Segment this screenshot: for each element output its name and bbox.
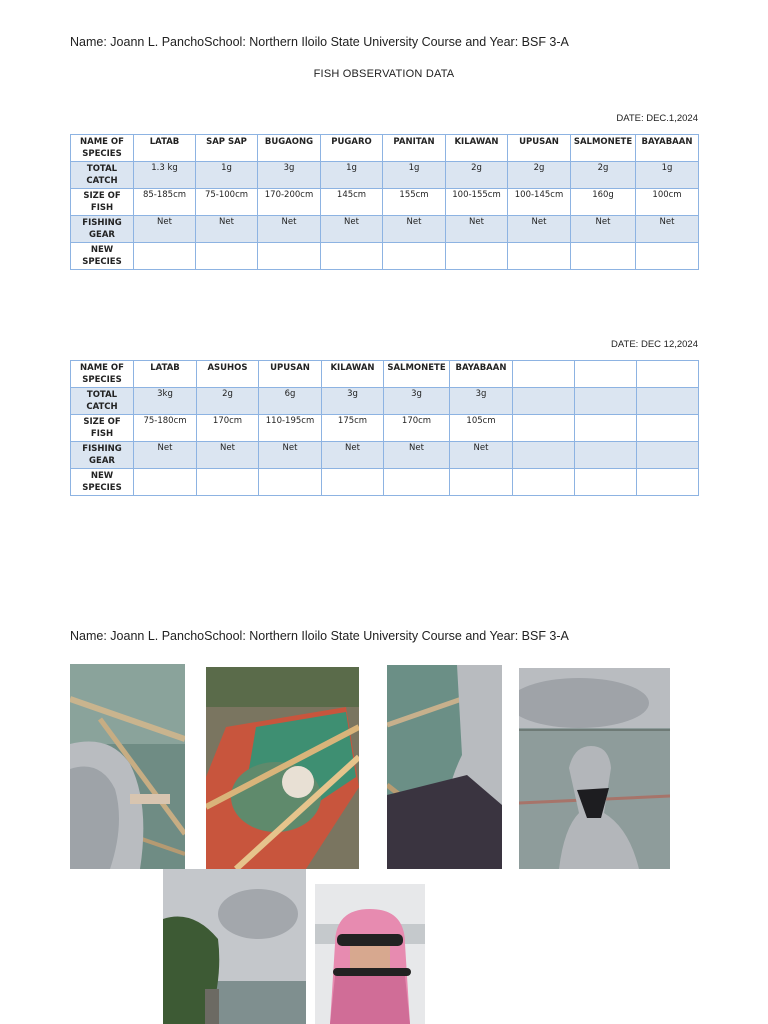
table1-date: DATE: DEC.1,2024: [616, 113, 698, 124]
table-cell: Net: [571, 216, 636, 243]
observation-table-dec12: [70, 360, 699, 496]
table-cell: Net: [197, 442, 259, 469]
table-cell: Net: [384, 442, 450, 469]
table-cell: [575, 469, 637, 496]
table-cell: [513, 415, 575, 442]
table-cell: 2g: [508, 162, 571, 189]
table-cell: SAP SAP: [196, 135, 258, 162]
table-cell: 170cm: [384, 415, 450, 442]
table-cell: 160g: [571, 189, 636, 216]
table-cell: Net: [259, 442, 322, 469]
species-name-row: [71, 361, 699, 388]
table-cell: [134, 243, 196, 270]
table-cell: [513, 361, 575, 388]
table-cell: Net: [321, 216, 383, 243]
table-cell: ASUHOS: [197, 361, 259, 388]
table-cell: 100-155cm: [446, 189, 508, 216]
table-cell: [258, 243, 321, 270]
table-cell: 2g: [446, 162, 508, 189]
table-cell: [571, 243, 636, 270]
table-cell: 3kg: [134, 388, 197, 415]
table-cell: 175cm: [322, 415, 384, 442]
table-cell: [259, 469, 322, 496]
photo-sea-view: [519, 668, 670, 869]
table-cell: 75-180cm: [134, 415, 197, 442]
photo-outrigger-boat: [70, 664, 185, 869]
photo-shore-trees: [163, 869, 306, 1024]
new-species-row: [71, 243, 699, 270]
table-cell: [575, 415, 637, 442]
table-cell: BAYABAAN: [636, 135, 699, 162]
table-cell: Net: [258, 216, 321, 243]
table-cell: UPUSAN: [259, 361, 322, 388]
table-cell: UPUSAN: [508, 135, 571, 162]
table-cell: BAYABAAN: [450, 361, 513, 388]
observation-table-dec1: [70, 134, 699, 270]
table-cell: 105cm: [450, 415, 513, 442]
table-cell: 3g: [258, 162, 321, 189]
table-cell: [513, 469, 575, 496]
table-cell: LATAB: [134, 135, 196, 162]
table-cell: [637, 388, 699, 415]
photo-selfie-fisher: [315, 884, 425, 1024]
table-cell: 155cm: [383, 189, 446, 216]
row-header-cell: FISHING GEAR: [71, 216, 134, 243]
table-cell: 3g: [322, 388, 384, 415]
table-cell: Net: [450, 442, 513, 469]
table-cell: [637, 469, 699, 496]
table-cell: Net: [196, 216, 258, 243]
row-header-cell: TOTAL CATCH: [71, 388, 134, 415]
table-cell: Net: [446, 216, 508, 243]
table-cell: [322, 469, 384, 496]
fish-size-row: [71, 415, 699, 442]
table-cell: SALMONETE: [571, 135, 636, 162]
table-cell: 3g: [384, 388, 450, 415]
student-info-line-page2: Name: Joann L. PanchoSchool: Northern Iloilo State University Course and Year: BSF 3-A: [70, 629, 569, 643]
row-header-cell: SIZE OF FISH: [71, 189, 134, 216]
table-cell: 85-185cm: [134, 189, 196, 216]
row-header-cell: NEW SPECIES: [71, 243, 134, 270]
table-cell: 6g: [259, 388, 322, 415]
table-cell: [508, 243, 571, 270]
table-cell: [575, 388, 637, 415]
total-catch-row: [71, 388, 699, 415]
table-cell: 3g: [450, 388, 513, 415]
table-cell: 2g: [571, 162, 636, 189]
table-cell: [196, 243, 258, 270]
photo-green-boat-net: [206, 667, 359, 869]
table-cell: 1.3 kg: [134, 162, 196, 189]
table-cell: PUGARO: [321, 135, 383, 162]
new-species-row: [71, 469, 699, 496]
table2-date: DATE: DEC 12,2024: [611, 339, 698, 350]
table-cell: [575, 361, 637, 388]
table-cell: Net: [636, 216, 699, 243]
table-cell: [575, 442, 637, 469]
fish-size-row: [71, 189, 699, 216]
table-cell: [446, 243, 508, 270]
table-cell: Net: [322, 442, 384, 469]
student-info-line: Name: Joann L. PanchoSchool: Northern Iloilo State University Course and Year: BSF 3-A: [70, 35, 569, 49]
table-cell: SALMONETE: [384, 361, 450, 388]
table-cell: [450, 469, 513, 496]
table-cell: 110-195cm: [259, 415, 322, 442]
table-cell: [637, 442, 699, 469]
table-cell: Net: [383, 216, 446, 243]
photo-hooded-fisher: [387, 665, 502, 869]
table-cell: LATAB: [134, 361, 197, 388]
table-cell: PANITAN: [383, 135, 446, 162]
table-cell: [637, 415, 699, 442]
table-cell: KILAWAN: [322, 361, 384, 388]
document-title: FISH OBSERVATION DATA: [313, 68, 455, 80]
species-name-row: [71, 135, 699, 162]
table-cell: [384, 469, 450, 496]
table-cell: 170-200cm: [258, 189, 321, 216]
row-header-cell: NAME OF SPECIES: [71, 135, 134, 162]
table-cell: 1g: [196, 162, 258, 189]
table-cell: 170cm: [197, 415, 259, 442]
table-cell: 1g: [383, 162, 446, 189]
table-cell: [636, 243, 699, 270]
table-cell: Net: [134, 216, 196, 243]
table-cell: 1g: [321, 162, 383, 189]
table-cell: 145cm: [321, 189, 383, 216]
fishing-gear-row: [71, 442, 699, 469]
table-cell: [513, 442, 575, 469]
table-cell: [383, 243, 446, 270]
row-header-cell: NEW SPECIES: [71, 469, 134, 496]
table-cell: [197, 469, 259, 496]
table-cell: [321, 243, 383, 270]
row-header-cell: SIZE OF FISH: [71, 415, 134, 442]
table-cell: 100-145cm: [508, 189, 571, 216]
row-header-cell: NAME OF SPECIES: [71, 361, 134, 388]
total-catch-row: [71, 162, 699, 189]
table-cell: Net: [508, 216, 571, 243]
table-cell: 2g: [197, 388, 259, 415]
table-cell: 1g: [636, 162, 699, 189]
table-cell: 75-100cm: [196, 189, 258, 216]
table-cell: KILAWAN: [446, 135, 508, 162]
table-cell: Net: [134, 442, 197, 469]
table-cell: [134, 469, 197, 496]
row-header-cell: FISHING GEAR: [71, 442, 134, 469]
table-cell: [637, 361, 699, 388]
table-cell: BUGAONG: [258, 135, 321, 162]
table-cell: 100cm: [636, 189, 699, 216]
row-header-cell: TOTAL CATCH: [71, 162, 134, 189]
table-cell: [513, 388, 575, 415]
fishing-gear-row: [71, 216, 699, 243]
